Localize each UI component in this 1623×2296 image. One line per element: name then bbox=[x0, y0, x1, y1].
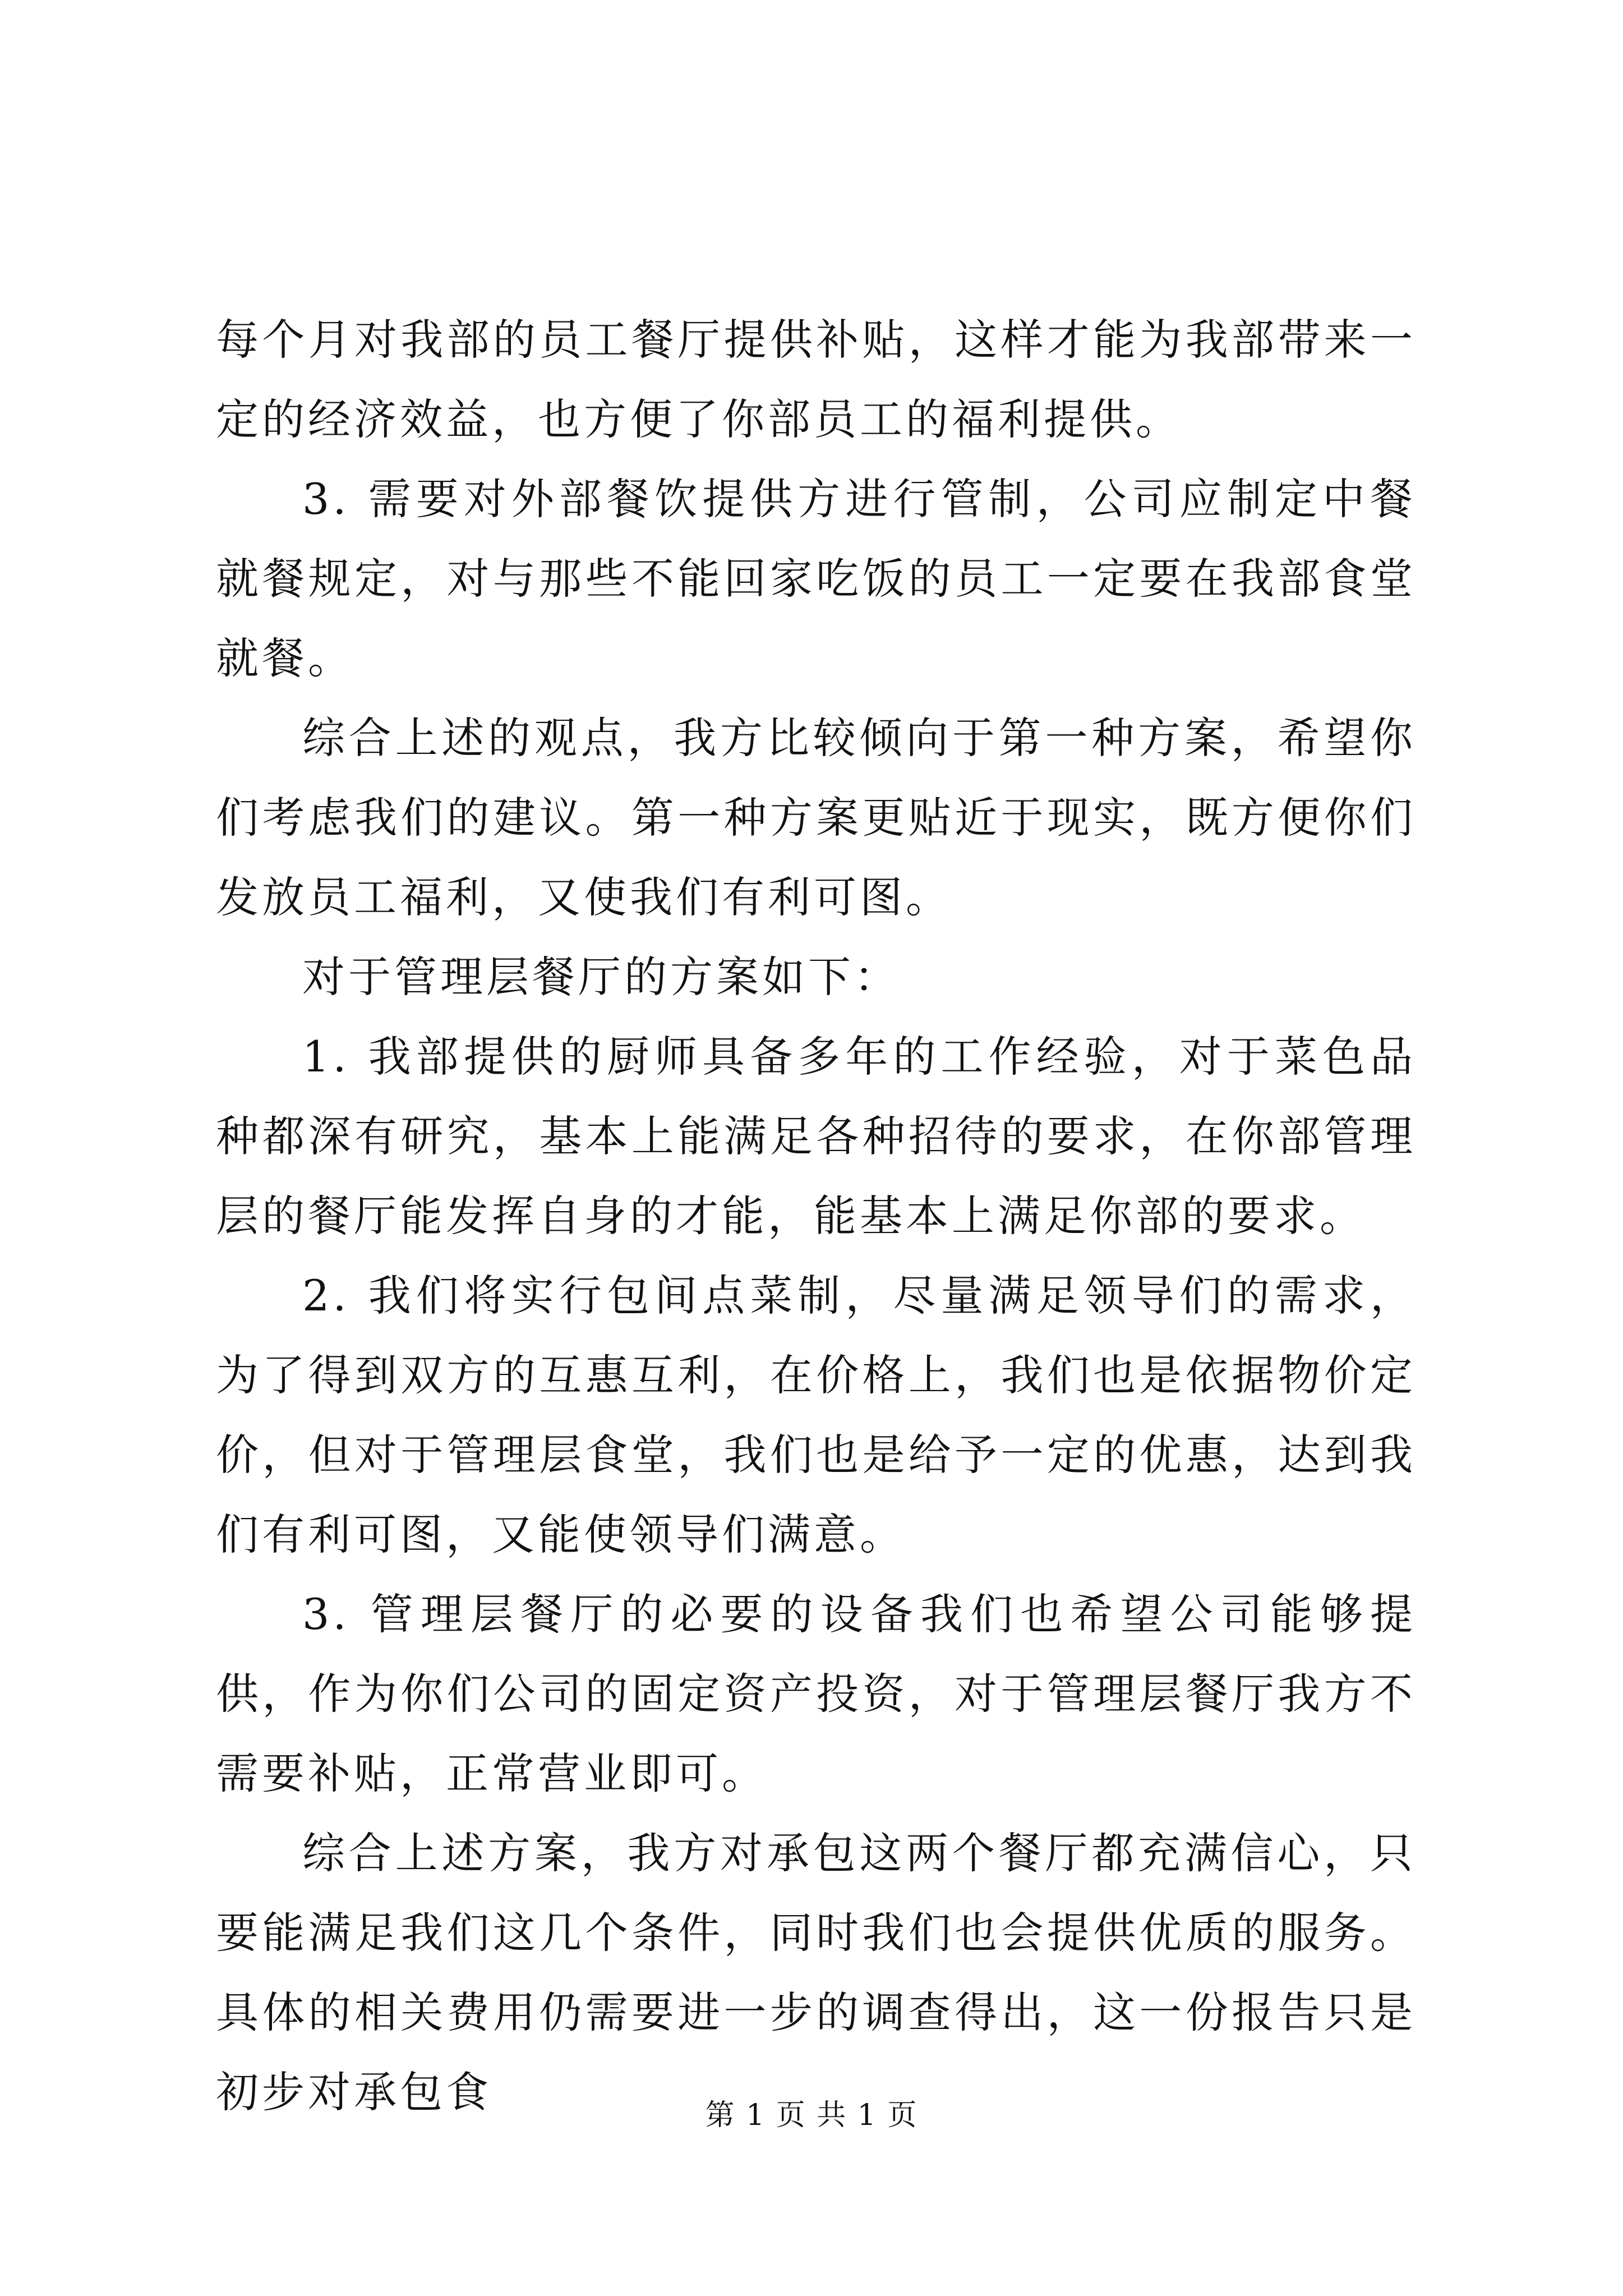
paragraph-2: 3. 需要对外部餐饮提供方进行管制，公司应制定中餐就餐规定，对与那些不能回家吃饭的员工一定要在我部食堂就餐。 bbox=[216, 474, 1416, 683]
paragraph-4: 对于管理层餐厅的方案如下： bbox=[302, 952, 900, 1002]
page-footer: 第 1 页 共 1 页 bbox=[705, 2099, 918, 2132]
paragraph-5: 1. 我部提供的厨师具备多年的工作经验，对于菜色品种都深有研究，基本上能满足各种招待的要求，在你部管理层的餐厅能发挥自身的才能，能基本上满足你部的要求。 bbox=[216, 1032, 1416, 1241]
paragraph-8: 综合上述方案，我方对承包这两个餐厅都充满信心，只要能满足我们这几个条件，同时我们也会提供优质的服务。具体的相关费用仍需要进一步的调查得出，这一份报告只是初步对承包食 bbox=[216, 1828, 1416, 2117]
paragraph-7: 3. 管理层餐厅的必要的设备我们也希望公司能够提供，作为你们公司的固定资产投资，对于管理层餐厅我方不需要补贴，正常营业即可。 bbox=[216, 1589, 1416, 1798]
paragraph-1: 每个月对我部的员工餐厅提供补贴，这样才能为我部带来一定的经济效益，也方便了你部员工的福利提供。 bbox=[216, 315, 1416, 444]
paragraph-6: 2. 我们将实行包间点菜制，尽量满足领导们的需求，为了得到双方的互惠互利，在价格上，我们也是依据物价定价，但对于管理层食堂，我们也是给予一定的优惠，达到我们有利可图，又能使领导们满意。 bbox=[216, 1271, 1416, 1559]
paragraph-3: 综合上述的观点，我方比较倾向于第一种方案，希望你们考虑我们的建议。第一种方案更贴近于现实，既方便你们发放员工福利，又使我们有利可图。 bbox=[216, 713, 1416, 922]
document-body bbox=[216, 300, 1416, 2132]
